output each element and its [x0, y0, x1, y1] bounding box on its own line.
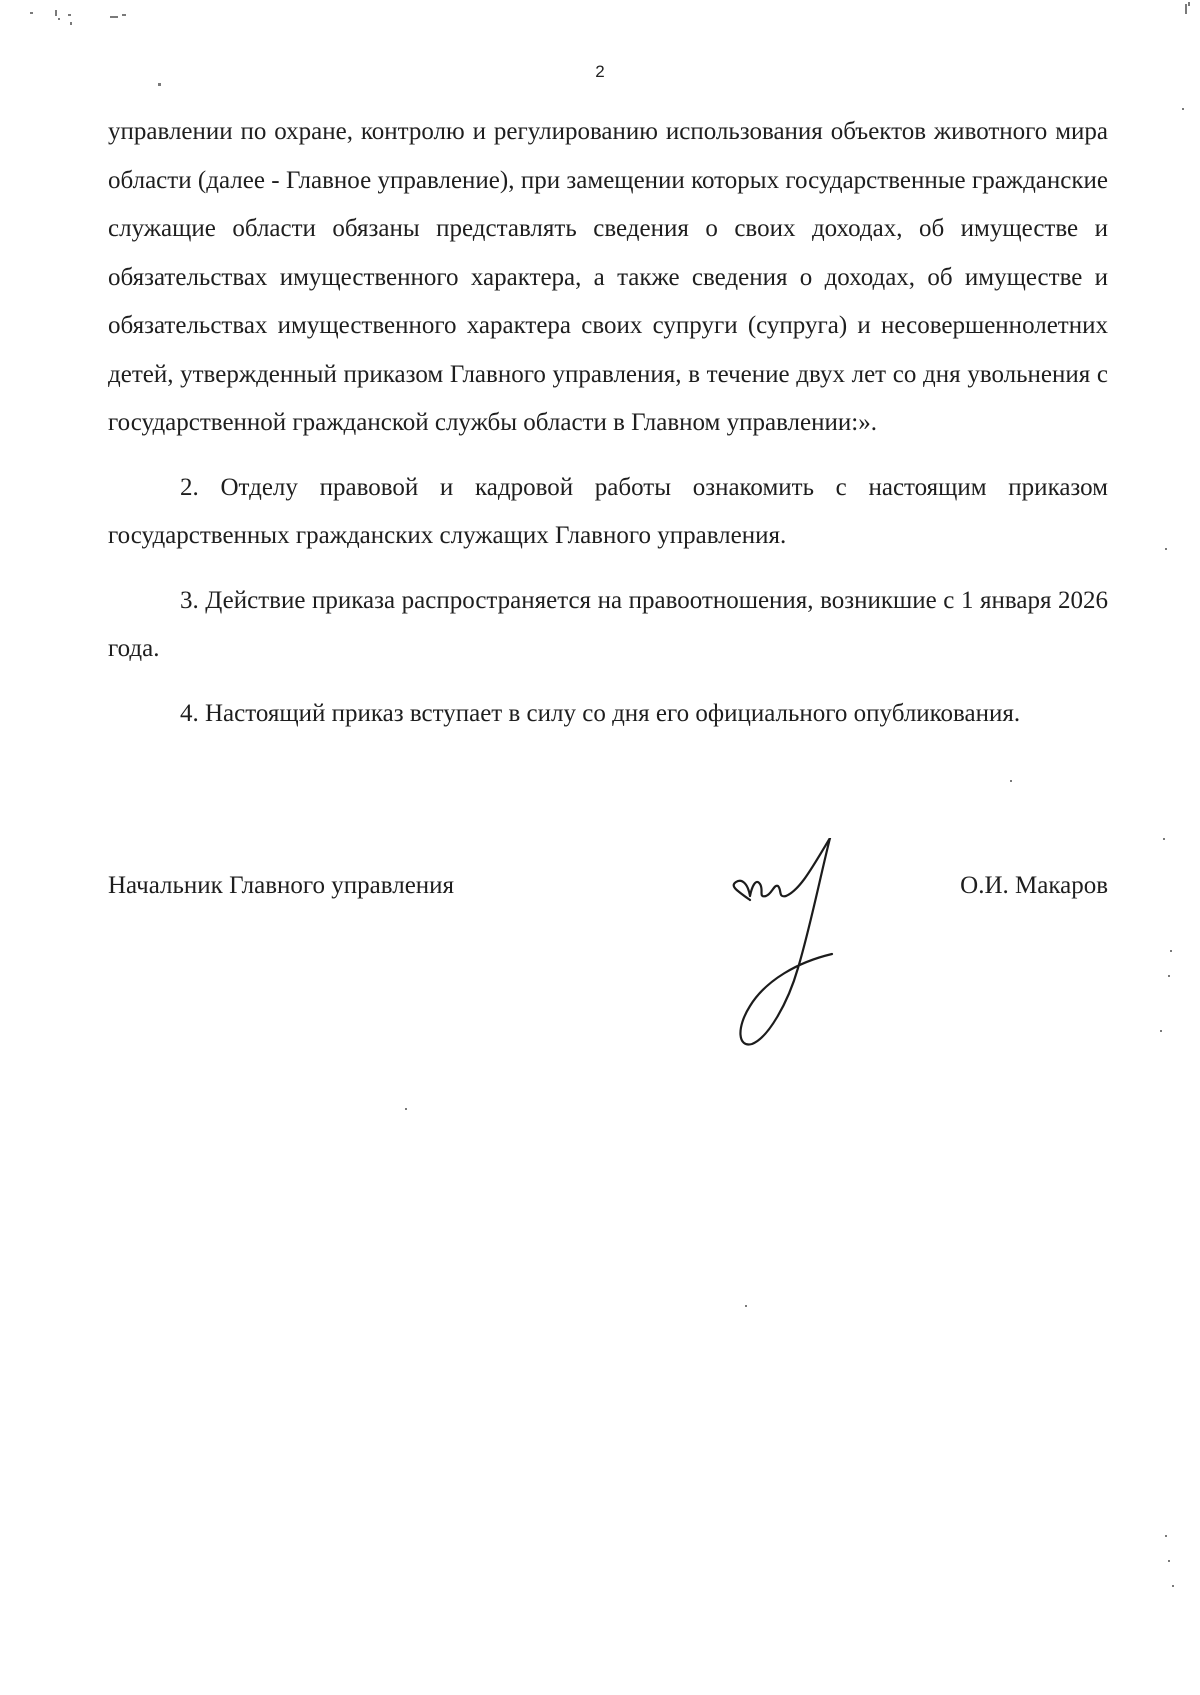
- signer-name: О.И. Макаров: [960, 872, 1108, 899]
- paragraph-continuation: управлении по охране, контролю и регулированию использования объектов животного мира области (далее - Главное управление), при замещении которых государственные гражданские служащие области обязаны представлять сведения о своих доходах, об имуществе и обязательствах имущественного характера, а также сведения о доходах, об имуществе и обязательствах имущественного характера своих супруги (супруга) и несовершеннолетних детей, утвержденный приказом Главного управления, в течение двух лет со дня увольнения с государственной гражданской службы области в Главном управлении:».: [108, 118, 1108, 436]
- paragraph-item-3: 3. Действие приказа распространяется на правоотношения, возникшие с 1 января 2026 года.: [108, 586, 1108, 662]
- paragraph-item-2: 2. Отделу правовой и кадровой работы ознакомить с настоящим приказом государственных гражданских служащих Главного управления.: [108, 473, 1108, 549]
- page-number: 2: [595, 62, 605, 81]
- document-body: [108, 108, 1108, 738]
- paragraph-item-4: 4. Настоящий приказ вступает в силу со дня его официального опубликования.: [180, 699, 1021, 727]
- signature-block: [108, 872, 1108, 912]
- handwritten-signature: [728, 838, 868, 1048]
- signer-position-title: Начальник Главного управления: [108, 872, 455, 899]
